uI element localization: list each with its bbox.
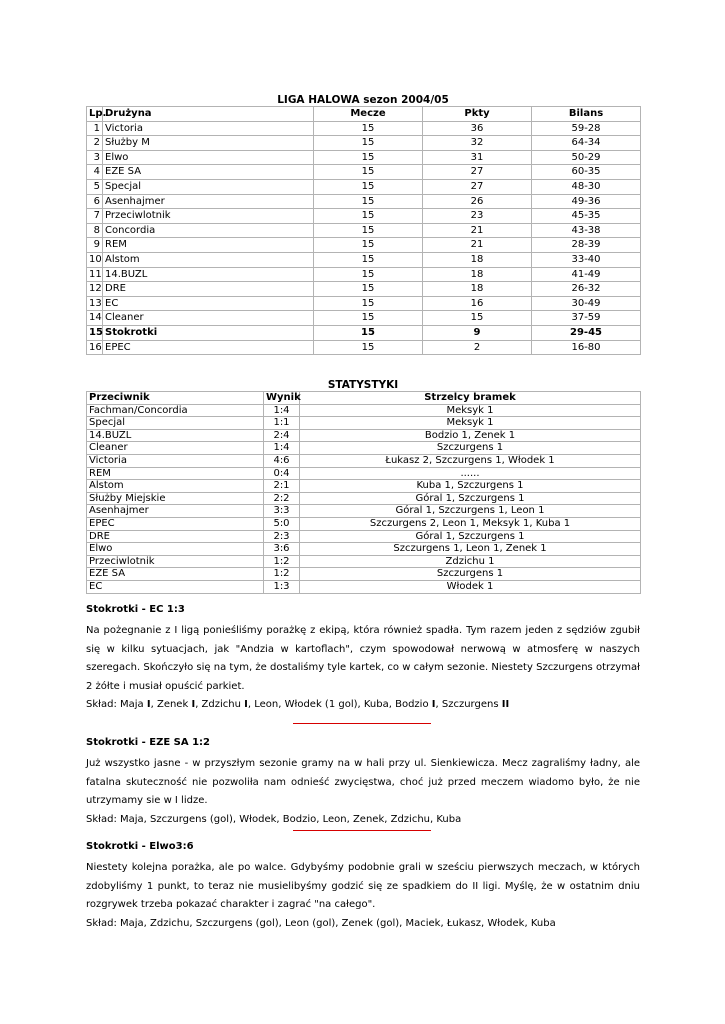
stats-row xyxy=(87,454,641,467)
stats-row xyxy=(87,404,641,417)
cell-matches: 15 xyxy=(314,150,423,165)
cell-balance: 29-45 xyxy=(532,325,641,340)
card-mark: I xyxy=(431,699,436,710)
cell-opponent: 14.BUZL xyxy=(87,429,264,442)
cell-score: 1:1 xyxy=(264,417,300,430)
cell-points: 21 xyxy=(423,238,532,253)
league-title: LIGA HALOWA sezon 2004/05 xyxy=(277,94,449,106)
lineup-list: Maja I, Zenek I, Zdzichu I, Leon, Włodek (1 gol), Kuba, Bodzio I, Szczurgens II xyxy=(120,699,510,710)
cell-scorers: Włodek 1 xyxy=(300,580,641,593)
cell-score: 2:2 xyxy=(264,492,300,505)
cell-balance: 49-36 xyxy=(532,194,641,209)
article-heading: Stokrotki - EC 1:3 xyxy=(86,604,185,615)
player-name: Włodek (1 gol) xyxy=(284,699,358,710)
cell-lp: 10 xyxy=(87,252,103,267)
card-mark: I xyxy=(146,699,151,710)
stats-row xyxy=(87,480,641,493)
cell-opponent: EZE SA xyxy=(87,568,264,581)
cell-lp: 6 xyxy=(87,194,103,209)
stats-header-row xyxy=(87,392,641,405)
cell-opponent: Fachman/Concordia xyxy=(87,404,264,417)
cell-matches: 15 xyxy=(314,209,423,224)
cell-team: Służby M xyxy=(103,136,314,151)
league-row xyxy=(87,325,641,340)
cell-lp: 12 xyxy=(87,282,103,297)
header-points: Pkty xyxy=(423,107,532,122)
cell-lp: 3 xyxy=(87,150,103,165)
league-table xyxy=(86,106,641,355)
separator-line xyxy=(293,830,431,831)
cell-balance: 50-29 xyxy=(532,150,641,165)
cell-team: REM xyxy=(103,238,314,253)
cell-balance: 64-34 xyxy=(532,136,641,151)
league-row xyxy=(87,296,641,311)
stats-row xyxy=(87,530,641,543)
cell-score: 2:4 xyxy=(264,429,300,442)
cell-opponent: EPEC xyxy=(87,517,264,530)
cell-matches: 15 xyxy=(314,121,423,136)
cell-scorers: Góral 1, Szczurgens 1 xyxy=(300,492,641,505)
cell-team: EZE SA xyxy=(103,165,314,180)
article-lineup: Skład: Maja, Szczurgens (gol), Włodek, Bodzio, Leon, Zenek, Zdzichu, Kuba xyxy=(86,813,462,825)
cell-score: 3:3 xyxy=(264,505,300,518)
cell-opponent: EC xyxy=(87,580,264,593)
cell-team: 14.BUZL xyxy=(103,267,314,282)
cell-lp: 5 xyxy=(87,179,103,194)
cell-opponent: Elwo xyxy=(87,543,264,556)
league-row xyxy=(87,136,641,151)
cell-points: 16 xyxy=(423,296,532,311)
cell-lp: 11 xyxy=(87,267,103,282)
cell-team: Specjal xyxy=(103,179,314,194)
stats-title: STATYSTYKI xyxy=(327,379,399,391)
player-name: Maja xyxy=(120,699,144,710)
cell-scorers: Meksyk 1 xyxy=(300,417,641,430)
header-team: Drużyna xyxy=(103,107,314,122)
league-row xyxy=(87,340,641,355)
cell-lp: 9 xyxy=(87,238,103,253)
cell-opponent: Alstom xyxy=(87,480,264,493)
stats-row xyxy=(87,417,641,430)
league-row xyxy=(87,121,641,136)
cell-points: 36 xyxy=(423,121,532,136)
cell-matches: 15 xyxy=(314,179,423,194)
cell-matches: 15 xyxy=(314,311,423,326)
lineup-label: Skład: xyxy=(86,699,117,710)
article-ec xyxy=(86,603,640,715)
cell-matches: 15 xyxy=(314,282,423,297)
cell-score: 1:2 xyxy=(264,555,300,568)
cell-score: 1:3 xyxy=(264,580,300,593)
league-row xyxy=(87,194,641,209)
cell-balance: 26-32 xyxy=(532,282,641,297)
cell-balance: 28-39 xyxy=(532,238,641,253)
cell-balance: 33-40 xyxy=(532,252,641,267)
stats-row xyxy=(87,555,641,568)
player-name: Zenek xyxy=(156,699,189,710)
cell-points: 21 xyxy=(423,223,532,238)
cell-matches: 15 xyxy=(314,238,423,253)
stats-row xyxy=(87,568,641,581)
league-row xyxy=(87,209,641,224)
cell-scorers: ...... xyxy=(300,467,641,480)
cell-score: 3:6 xyxy=(264,543,300,556)
cell-lp: 16 xyxy=(87,340,103,355)
cell-lp: 8 xyxy=(87,223,103,238)
cell-lp: 1 xyxy=(87,121,103,136)
cell-team: Alstom xyxy=(103,252,314,267)
cell-scorers: Szczurgens 2, Leon 1, Meksyk 1, Kuba 1 xyxy=(300,517,641,530)
cell-points: 9 xyxy=(423,325,532,340)
stats-row xyxy=(87,442,641,455)
league-row xyxy=(87,267,641,282)
cell-matches: 15 xyxy=(314,267,423,282)
cell-score: 1:2 xyxy=(264,568,300,581)
header-score: Wynik xyxy=(264,392,300,405)
cell-scorers: Góral 1, Szczurgens 1 xyxy=(300,530,641,543)
stats-row xyxy=(87,492,641,505)
league-row xyxy=(87,282,641,297)
cell-balance: 45-35 xyxy=(532,209,641,224)
article-text: Już wszystko jasne - w przyszłym sezonie gramy na w hali przy ul. Sienkiewicza. Mecz zagraliśmy ładny, ale fatalna skuteczność nie pozwoliła nam odnieść zwycięstwa, choć już przed meczem wiadomo było, że nie utrzymamy sie w I lidze. xyxy=(86,758,640,806)
cell-lp: 13 xyxy=(87,296,103,311)
cell-score: 5:0 xyxy=(264,517,300,530)
cell-matches: 15 xyxy=(314,296,423,311)
cell-points: 31 xyxy=(423,150,532,165)
cell-points: 18 xyxy=(423,252,532,267)
league-row xyxy=(87,238,641,253)
header-balance: Bilans xyxy=(532,107,641,122)
cell-scorers: Kuba 1, Szczurgens 1 xyxy=(300,480,641,493)
cell-opponent: REM xyxy=(87,467,264,480)
article-heading: Stokrotki - Elwo3:6 xyxy=(86,841,194,852)
cell-balance: 16-80 xyxy=(532,340,641,355)
cell-team: Concordia xyxy=(103,223,314,238)
stats-row xyxy=(87,517,641,530)
cell-lp: 7 xyxy=(87,209,103,224)
cell-team: Elwo xyxy=(103,150,314,165)
article-lineup: Skład: Maja, Zdzichu, Szczurgens (gol), Leon (gol), Zenek (gol), Maciek, Łukasz, Włodek, Kuba xyxy=(86,917,556,929)
cell-opponent: Victoria xyxy=(87,454,264,467)
article-text: Niestety kolejna porażka, ale po walce. Gdybyśmy podobnie grali w sześciu pierwszych meczach, w których zdobyliśmy 1 punkt, to teraz nie musielibyśmy godzić się ze spadkiem do II ligi. Myślę, że w ostatnim dniu rozgrywek trzeba pokazać charakter i zagrać "na całego". xyxy=(86,862,640,910)
cell-points: 26 xyxy=(423,194,532,209)
cell-scorers: Szczurgens 1, Leon 1, Zenek 1 xyxy=(300,543,641,556)
article-heading: Stokrotki - EZE SA 1:2 xyxy=(86,737,211,748)
cell-matches: 15 xyxy=(314,165,423,180)
cell-matches: 15 xyxy=(314,136,423,151)
cell-team: DRE xyxy=(103,282,314,297)
cell-team: Stokrotki xyxy=(103,325,314,340)
header-matches: Mecze xyxy=(314,107,423,122)
cell-opponent: Specjal xyxy=(87,417,264,430)
article-lineup xyxy=(86,696,640,715)
cell-scorers: Meksyk 1 xyxy=(300,404,641,417)
cell-opponent: Cleaner xyxy=(87,442,264,455)
cell-scorers: Szczurgens 1 xyxy=(300,568,641,581)
cell-points: 23 xyxy=(423,209,532,224)
cell-matches: 15 xyxy=(314,340,423,355)
cell-balance: 48-30 xyxy=(532,179,641,194)
header-opponent: Przeciwnik xyxy=(87,392,264,405)
cell-score: 0:4 xyxy=(264,467,300,480)
card-mark: II xyxy=(501,699,510,710)
cell-scorers: Góral 1, Szczurgens 1, Leon 1 xyxy=(300,505,641,518)
league-row xyxy=(87,223,641,238)
league-row xyxy=(87,311,641,326)
cell-scorers: Łukasz 2, Szczurgens 1, Włodek 1 xyxy=(300,454,641,467)
player-name: Bodzio xyxy=(395,699,429,710)
cell-points: 18 xyxy=(423,267,532,282)
cell-scorers: Zdzichu 1 xyxy=(300,555,641,568)
card-mark: I xyxy=(244,699,248,710)
cell-score: 1:4 xyxy=(264,442,300,455)
cell-opponent: Asenhajmer xyxy=(87,505,264,518)
cell-points: 27 xyxy=(423,179,532,194)
cell-team: Cleaner xyxy=(103,311,314,326)
cell-balance: 30-49 xyxy=(532,296,641,311)
cell-matches: 15 xyxy=(314,325,423,340)
cell-points: 18 xyxy=(423,282,532,297)
stats-row xyxy=(87,580,641,593)
cell-points: 15 xyxy=(423,311,532,326)
cell-team: Przeciwlotnik xyxy=(103,209,314,224)
header-scorers: Strzelcy bramek xyxy=(300,392,641,405)
cell-scorers: Bodzio 1, Zenek 1 xyxy=(300,429,641,442)
cell-team: Asenhajmer xyxy=(103,194,314,209)
cell-team: EPEC xyxy=(103,340,314,355)
cell-team: Victoria xyxy=(103,121,314,136)
cell-score: 1:4 xyxy=(264,404,300,417)
cell-balance: 60-35 xyxy=(532,165,641,180)
cell-team: EC xyxy=(103,296,314,311)
cell-matches: 15 xyxy=(314,194,423,209)
cell-score: 2:1 xyxy=(264,480,300,493)
header-lp: Lp. xyxy=(87,107,103,122)
player-name: Szczurgens xyxy=(441,699,499,710)
cell-opponent: DRE xyxy=(87,530,264,543)
league-header-row xyxy=(87,107,641,122)
cell-lp: 14 xyxy=(87,311,103,326)
stats-row xyxy=(87,429,641,442)
cell-balance: 59-28 xyxy=(532,121,641,136)
cell-points: 32 xyxy=(423,136,532,151)
cell-lp: 4 xyxy=(87,165,103,180)
stats-row xyxy=(87,543,641,556)
cell-points: 2 xyxy=(423,340,532,355)
cell-scorers: Szczurgens 1 xyxy=(300,442,641,455)
cell-lp: 2 xyxy=(87,136,103,151)
cell-opponent: Przeciwlotnik xyxy=(87,555,264,568)
article-elwo xyxy=(86,840,640,933)
player-name: Kuba xyxy=(363,699,389,710)
league-row xyxy=(87,150,641,165)
cell-balance: 41-49 xyxy=(532,267,641,282)
card-mark: I xyxy=(191,699,196,710)
cell-matches: 15 xyxy=(314,223,423,238)
stats-row xyxy=(87,467,641,480)
stats-table xyxy=(86,391,641,594)
cell-opponent: Służby Miejskie xyxy=(87,492,264,505)
article-eze xyxy=(86,736,640,829)
separator-line xyxy=(293,723,431,724)
stats-row xyxy=(87,505,641,518)
cell-balance: 43-38 xyxy=(532,223,641,238)
league-row xyxy=(87,252,641,267)
league-row xyxy=(87,165,641,180)
cell-lp: 15 xyxy=(87,325,103,340)
cell-score: 4:6 xyxy=(264,454,300,467)
player-name: Leon xyxy=(254,699,279,710)
cell-points: 27 xyxy=(423,165,532,180)
cell-matches: 15 xyxy=(314,252,423,267)
player-name: Zdzichu xyxy=(201,699,241,710)
cell-balance: 37-59 xyxy=(532,311,641,326)
article-text: Na pożegnanie z I ligą ponieśliśmy porażkę z ekipą, która również spadła. Tym razem jeden z sędziów zgubił się w kilku sytuacjach, jak "Andzia w kartoflach", czym spowodował nerwową w atmosferę w naszych szeregach. Skończyło się na tym, że dostaliśmy tyle kartek, co w całym sezonie. Niestety Szczurgens otrzymał 2 żółte i musiał opuścić parkiet. xyxy=(86,625,640,692)
league-row xyxy=(87,179,641,194)
cell-score: 2:3 xyxy=(264,530,300,543)
